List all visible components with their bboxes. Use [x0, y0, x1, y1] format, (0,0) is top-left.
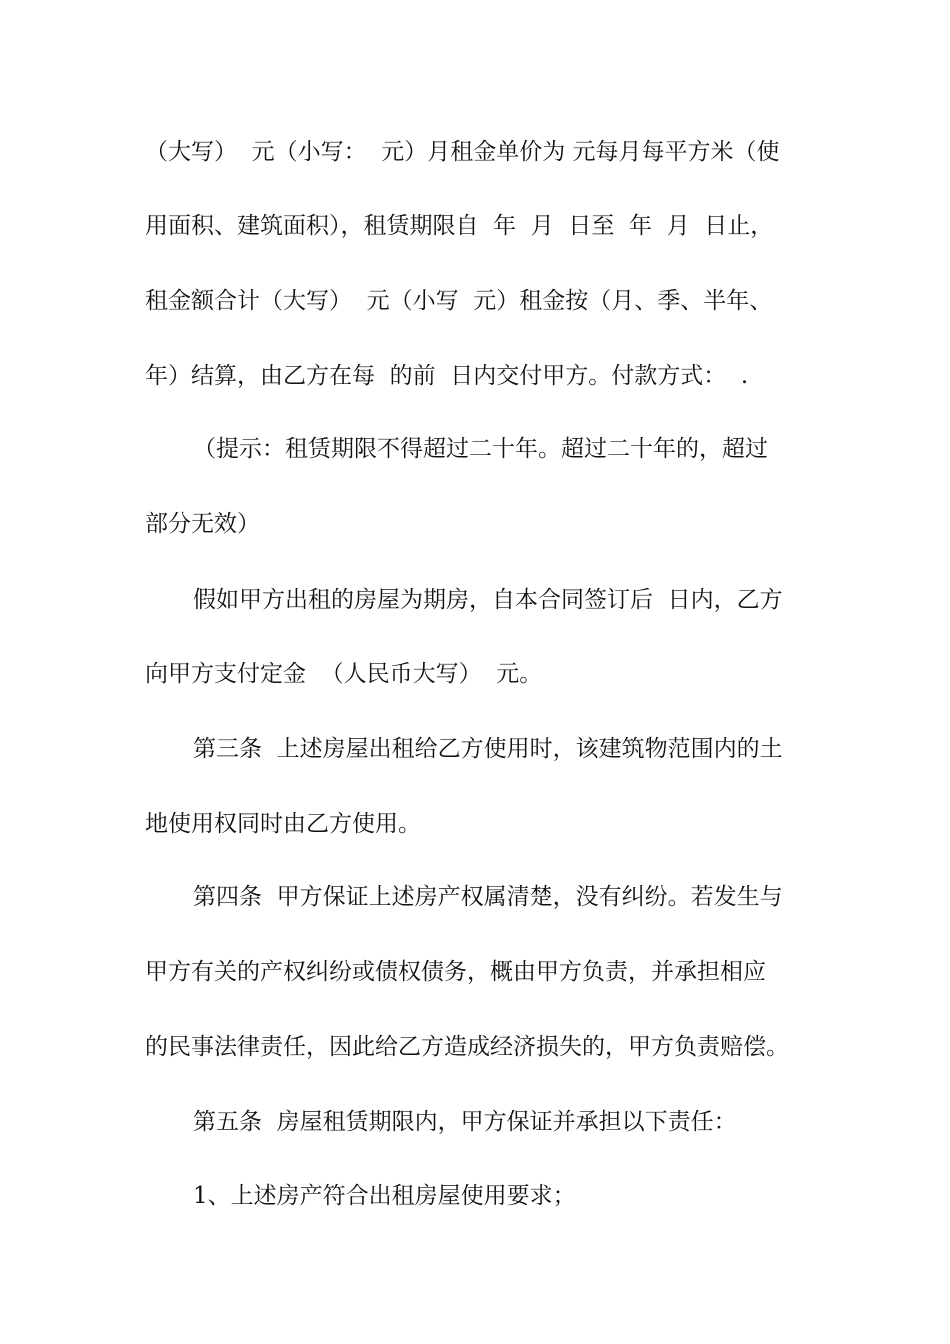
- paragraph-line-3: 租金额合计（大写） 元（小写 元）租金按（月、季、半年、: [145, 288, 773, 314]
- deposit-line-1: 假如甲方出租的房屋为期房，自本合同签订后 日内，乙方: [193, 587, 783, 613]
- deposit-line-2: 向甲方支付定金 （人民币大写） 元。: [145, 661, 543, 687]
- article-5-item-1: 1、上述房产符合出租房屋使用要求；: [193, 1183, 576, 1209]
- article-4-line-3: 的民事法律责任，因此给乙方造成经济损失的，甲方负责赔偿。: [145, 1034, 789, 1060]
- paragraph-line-4: 年）结算，由乙方在每 的前 日内交付甲方。付款方式： .: [145, 363, 749, 389]
- article-3-line-1: 第三条 上述房屋出租给乙方使用时，该建筑物范围内的土: [193, 736, 783, 762]
- article-4-line-2: 甲方有关的产权纠纷或债权债务，概由甲方负责，并承担相应: [145, 959, 766, 985]
- article-5-line-1: 第五条 房屋租赁期限内，甲方保证并承担以下责任：: [193, 1109, 737, 1135]
- note-line-1: （提示：租赁期限不得超过二十年。超过二十年的，超过: [193, 436, 768, 462]
- paragraph-line-1: （大写） 元（小写： 元）月租金单价为 元每月每平方米（使: [145, 139, 780, 165]
- article-3-line-2: 地使用权同时由乙方使用。: [145, 811, 421, 837]
- article-4-line-1: 第四条 甲方保证上述房产权属清楚，没有纠纷。若发生与: [193, 884, 783, 910]
- note-line-2: 部分无效）: [145, 511, 260, 537]
- paragraph-line-2: 用面积、建筑面积），租赁期限自 年 月 日至 年 月 日止，: [145, 213, 774, 239]
